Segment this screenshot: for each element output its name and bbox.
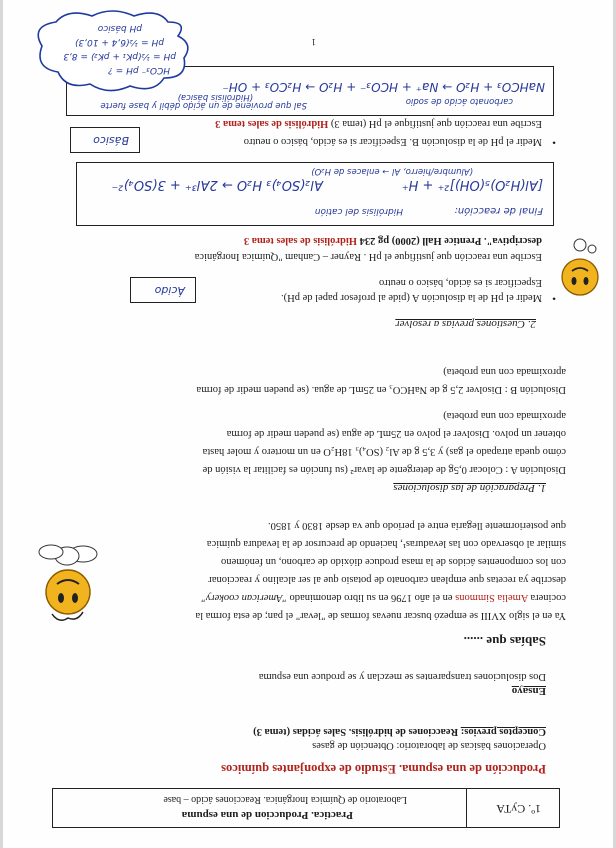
eq-a-note-hydrolysis: Hidrólisis del catión xyxy=(314,206,403,216)
section2-title: 2. Cuestiones previas a resolver xyxy=(395,318,536,330)
q1-answer: Ácido xyxy=(154,284,185,297)
sabias-line-2c: en el año 1796 en su libro denominado xyxy=(286,592,456,603)
q2-line-1: Medir el pH de la disolución B. Especificar si es ácido, básico o neutro xyxy=(243,136,542,147)
prior-concepts-text: Reacciones de hidrólisis. Sales ácidas (tema 3) xyxy=(253,726,459,737)
cloud-line-2: pH = ½(pK₁ + pK₂) = 8,3 xyxy=(63,51,176,61)
eq-b-note-sal: Sal que proviene de un ácido débil y base fuerte xyxy=(100,100,307,110)
q2-answer-box xyxy=(70,127,140,153)
american-cookery: "American cookery" xyxy=(201,592,287,603)
trial-text: Dos disoluciones transparentes se mezclan y se produce una espuma xyxy=(258,671,546,682)
sabias-line-6: que posteriormente llegaría entre el periodo que va desde 1830 y 1850. xyxy=(268,520,566,531)
sabias-label: Sabías que ...... xyxy=(463,634,546,649)
cloud-line-4: pH básico xyxy=(97,23,142,33)
eq-a-note-final: Final de reacción: xyxy=(454,205,543,216)
eq-b-main: NaHCO₃ + H₂O → Na⁺ + HCO₃⁻ + H₂O → H₂CO₃ + OH⁻ xyxy=(222,80,545,94)
q1-line-2: Especificar si es ácido, básico o neutro xyxy=(379,277,542,288)
q2-extra-topic: Hidrólisis de sales tema 3 xyxy=(215,118,329,129)
q1-line-1: Medir el pH de la disolución A (pide al profesor papel de pH). xyxy=(281,292,542,303)
dissolution-a-line-1: Disolución A : Colocar 0,5g de detergente de lavar² (su función es facilitar la visión de xyxy=(202,464,566,475)
sabias-line-3: describe ya recetas que emplean carbonato de potasio que al ser alcalino y reaccionar xyxy=(208,574,566,585)
practice-title: Practica. Produccion de una espuma xyxy=(181,809,353,821)
cloud-line-1: HCO₃⁻ pH = ? xyxy=(108,65,170,75)
header-box xyxy=(52,788,560,828)
course-label: 1º. CyTA xyxy=(496,802,541,816)
q1-extra-ref: descriptiva". Prentice Hall (2000) pg 234 xyxy=(357,235,542,246)
practice-subtitle: Laboratorio de Química Inorgánica. Reacciones ácido – base xyxy=(163,794,407,805)
q2-answer: Básico xyxy=(93,134,129,147)
eq-b-note-carbonato: carbonato ácido de sodio xyxy=(405,96,513,106)
sabias-line-1: Ya en el siglo XVIII se empezó buscar nuevas formas de "levar" el pan; de esta forma la xyxy=(195,610,566,621)
trial-label: Ensayo xyxy=(511,685,546,697)
q2-bullet: • xyxy=(552,136,556,148)
q2-extra-line xyxy=(215,117,542,130)
amelia-simmons: Amelia Simmons xyxy=(455,592,529,603)
q1-extra-line-1: Escribe una reacción que justifique el pH . Rayner – Canham "Química Inorgánica xyxy=(194,251,542,262)
operations-line: Operaciones básicas de laboratorio: Obtención de gases xyxy=(312,740,546,751)
sabias-line-2a: cocinera xyxy=(528,592,566,603)
dissolution-b-line-2: aproximada con una probeta) xyxy=(443,366,566,377)
eq-a-note-alumbre: (Alumbre/hierro, Al → enlaces de H₂O) xyxy=(311,166,473,176)
eq-b-note-hidrolisis: (Hidrólisis básica) xyxy=(177,92,253,102)
section1-title: 1. Preparación de las disoluciones xyxy=(393,482,546,494)
page-number: 1 xyxy=(311,37,316,47)
q1-answer-box xyxy=(130,277,196,303)
q1-extra-line-2 xyxy=(244,234,542,247)
prior-concepts-label: Conceptos previos: xyxy=(460,726,546,737)
eq-a-result: [Al(H₂O)₅(OH)]²⁺ + H⁺ xyxy=(401,177,543,192)
dissolution-b-line-1: Disolución B : Disolver 2,5 g de NaHCO₃ en 25mL de agua. (se pueden medir de forma xyxy=(196,384,566,395)
sabias-line-4: con los componentes ácidos de la masa produce dióxido de carbono, un fenómeno xyxy=(221,556,566,567)
q1-bullet: • xyxy=(552,292,556,304)
doc-title: Producción de una espuma. Estudio de exponjantes químicos xyxy=(221,762,546,776)
q1-extra-topic: Hidrólisis de sales tema 3 xyxy=(243,235,357,246)
dissolution-a-line-2: cómo queda atrapado el gas) y 3,5 g de Al₂ (SO₄)₃ 18H₂O en un mortero y moler hasta xyxy=(202,446,566,457)
dissolution-a-line-3: obtener un polvo. Disolver el polvo en 25mL de agua (se pueden medir de forma xyxy=(226,428,566,439)
header-course-cell xyxy=(466,789,559,827)
eq-a-main: Al₂(SO₄)₃ H₂O → 2Al³⁺ + 3(SO₄)²⁻ xyxy=(111,177,323,192)
q2-extra-text: Escribe una reacción que justifique el pH (tema 3) xyxy=(328,118,542,129)
thinking-smiley-icon xyxy=(31,542,101,638)
cloud-line-3: pH = ½(6,4 + 10,3) xyxy=(74,37,164,47)
equation-a-box xyxy=(76,162,554,226)
thinking-smiley-icon-2 xyxy=(554,233,606,303)
dissolution-a-line-4: aproximada con una probeta) xyxy=(443,410,566,421)
sabias-line-5: similar al observado con las levaduras¹, haciendo de precursor de la levadura química xyxy=(206,538,566,549)
sabias-line-2 xyxy=(201,591,566,604)
scan-right-edge xyxy=(0,0,3,848)
prior-concepts-line xyxy=(253,725,546,738)
